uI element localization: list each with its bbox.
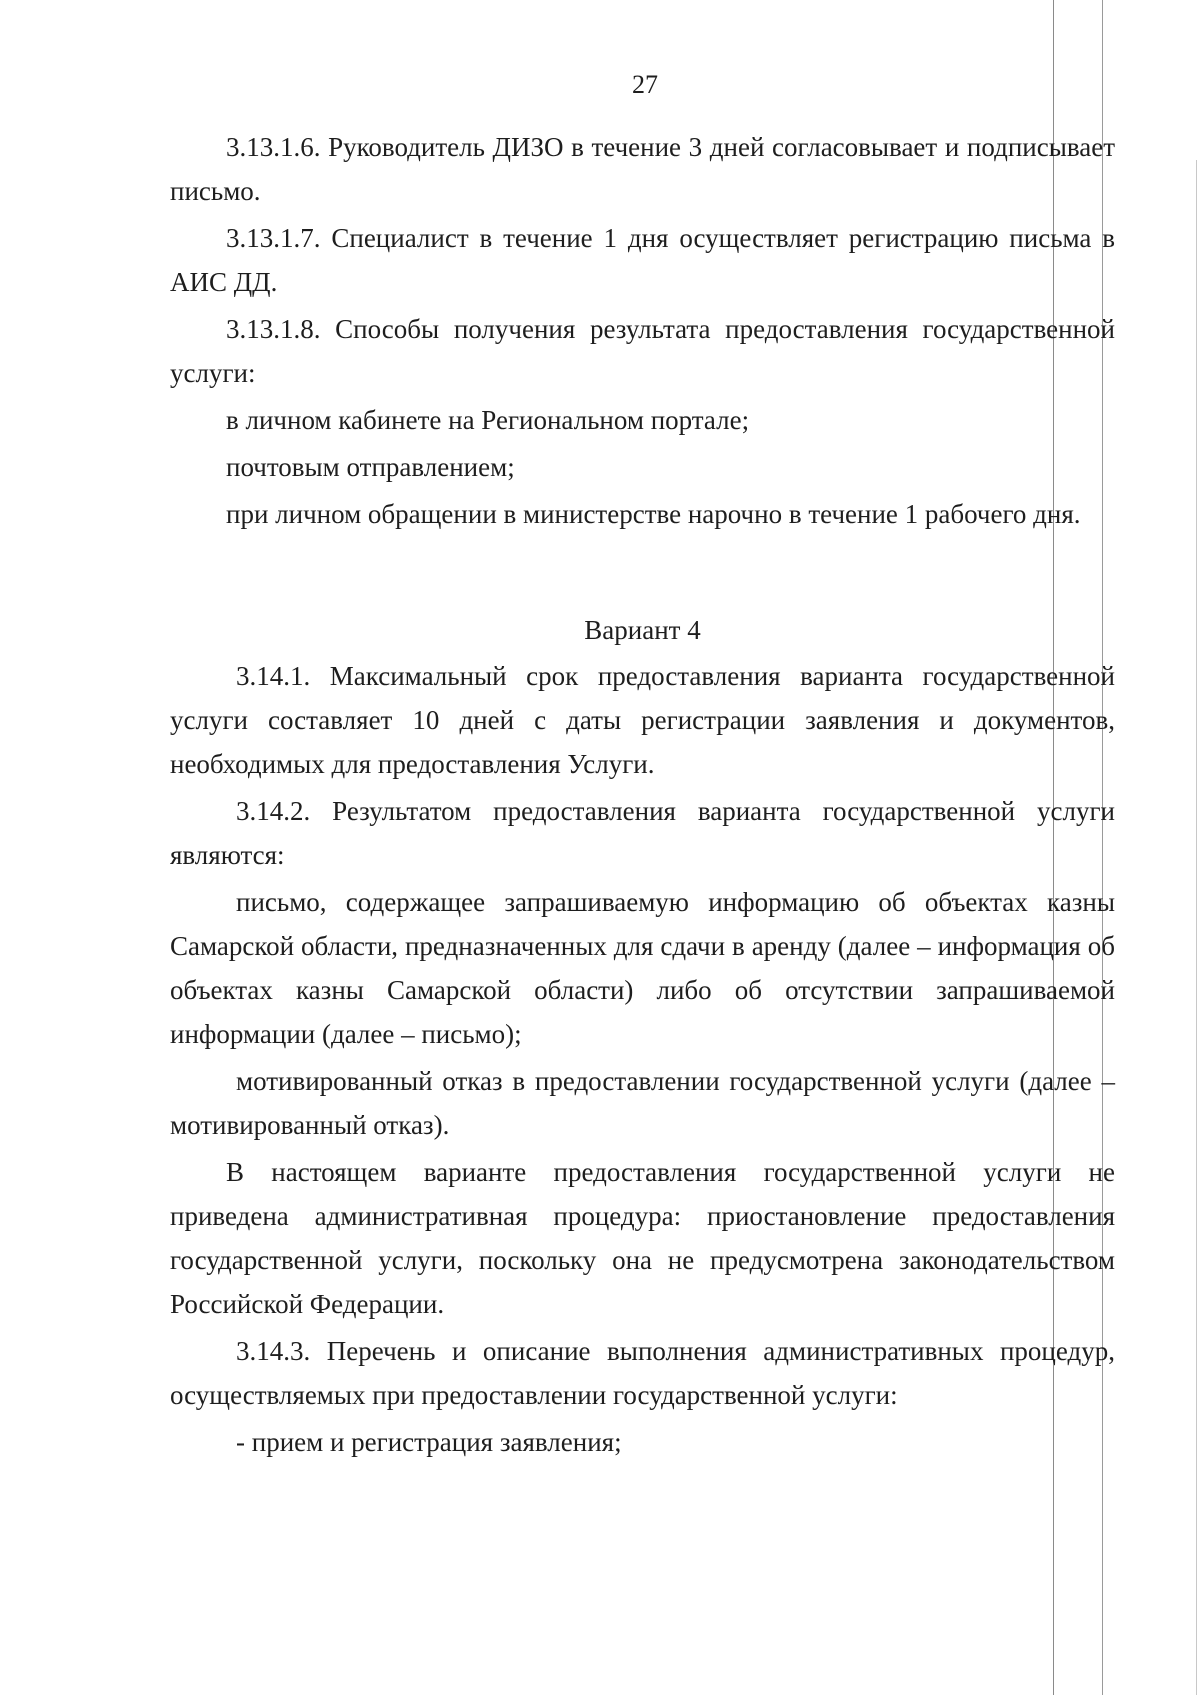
paragraph-3-13-1-7: 3.13.1.7. Специалист в течение 1 дня осуществляет регистрацию письма в АИС ДД. xyxy=(170,223,1115,297)
list-item-reception: - прием и регистрация заявления; xyxy=(236,1427,622,1457)
page-number: 27 xyxy=(632,70,658,99)
list-item-refusal: мотивированный отказ в предоставлении государственной услуги (далее – мотивированный отказ). xyxy=(170,1066,1115,1140)
paragraph-3-14-3: 3.14.3. Перечень и описание выполнения административных процедур, осуществляемых при предоставлении государственной услуги: xyxy=(170,1336,1115,1410)
document-body xyxy=(170,125,1115,1464)
paragraph-3-13-1-6: 3.13.1.6. Руководитель ДИЗО в течение 3 дней согласовывает и подписывает письмо. xyxy=(170,132,1115,206)
paragraph-3-14-1: 3.14.1. Максимальный срок предоставления варианта государственной услуги составляет 10 дней с даты регистрации заявления и документов, необходимых для предоставления Услуги. xyxy=(170,661,1115,779)
list-item-personal-cabinet: в личном кабинете на Региональном портале; xyxy=(226,405,750,435)
list-item-in-person: при личном обращении в министерстве нарочно в течение 1 рабочего дня. xyxy=(226,499,1081,529)
paragraph-no-suspension: В настоящем варианте предоставления государственной услуги не приведена административная процедура: приостановление предоставления государственной услуги, поскольку она не предусмотрена законодательством Российской Федерации. xyxy=(170,1157,1115,1319)
paragraph-3-14-2: 3.14.2. Результатом предоставления варианта государственной услуги являются: xyxy=(170,796,1115,870)
list-item-postal: почтовым отправлением; xyxy=(226,452,515,482)
list-item-letter: письмо, содержащее запрашиваемую информацию об объектах казны Самарской области, предназначенных для сдачи в аренду (далее – информация об объектах казны Самарской области) либо об отсутствии запрашиваемой информации (далее – письмо); xyxy=(170,887,1115,1049)
paragraph-3-13-1-8: 3.13.1.8. Способы получения результата предоставления государственной услуги: xyxy=(170,314,1115,388)
section-heading-variant-4: Вариант 4 xyxy=(584,615,701,645)
scan-margin-line xyxy=(1196,160,1197,1695)
